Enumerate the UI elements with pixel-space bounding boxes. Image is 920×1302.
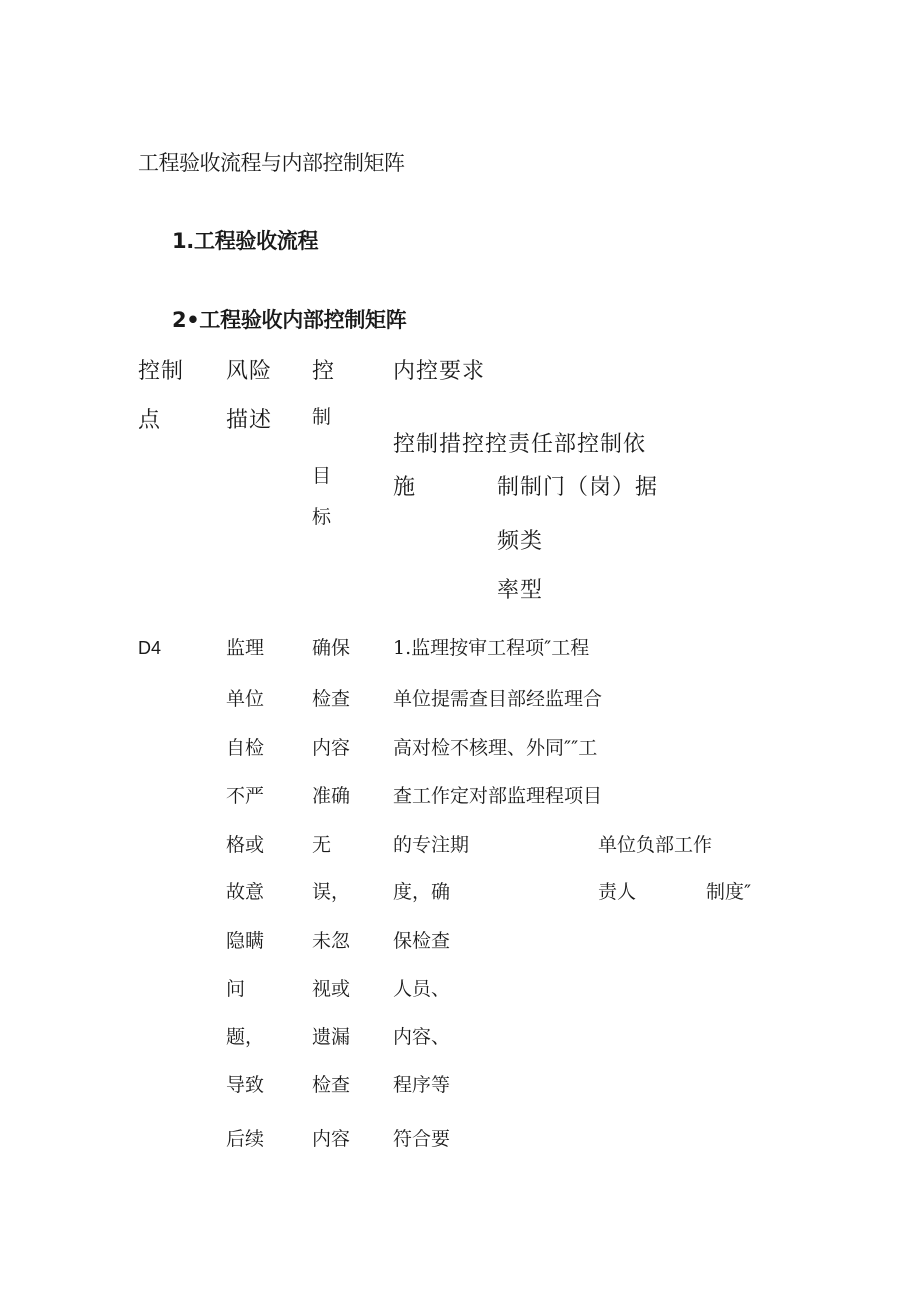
- header-risk-1: 风险: [226, 359, 273, 384]
- row-measure-line: 单位提需查目部经监理合: [393, 688, 603, 710]
- row-objective-line: 检查: [312, 688, 351, 710]
- header-subrow-4: 率型: [497, 578, 544, 603]
- header-control-point-2: 点: [138, 408, 162, 433]
- header-subrow-2b: 制制门（岗）据: [497, 475, 659, 500]
- row-objective-line: 确保: [312, 637, 351, 659]
- row-risk-line: 自检: [226, 737, 265, 759]
- row-risk-line: 问: [226, 978, 246, 1000]
- row-risk-line: 题，: [226, 1026, 265, 1048]
- row-objective-line: 误，: [312, 881, 351, 903]
- header-objective-4: 标: [312, 506, 332, 528]
- header-objective-1: 控: [312, 359, 336, 384]
- row-objective-line: 内容: [312, 1128, 351, 1150]
- document-title: 工程验收流程与内部控制矩阵: [138, 151, 405, 175]
- section-heading-2: 2•工程验收内部控制矩阵: [172, 308, 407, 332]
- row-objective-line: 未忽: [312, 930, 351, 952]
- header-subrow-2a: 施: [393, 475, 417, 500]
- row-measure-line: 的专注期: [393, 834, 470, 856]
- row-measure-line: 符合要: [393, 1128, 451, 1150]
- header-objective-3: 目: [312, 465, 332, 487]
- header-risk-2: 描述: [226, 408, 273, 433]
- row-objective-line: 无: [312, 834, 332, 856]
- row-measure-line: 查工作定对部监理程项目: [393, 785, 603, 807]
- row-objective-line: 检查: [312, 1074, 351, 1096]
- row-risk-line: 故意: [226, 881, 265, 903]
- row-measure-line: 度，确: [393, 881, 451, 903]
- row-risk-line: 监理: [226, 637, 265, 659]
- row-objective-line: 视或: [312, 978, 351, 1000]
- row-risk-line: 后续: [226, 1128, 265, 1150]
- row-objective-line: 遗漏: [312, 1026, 351, 1048]
- row-measure-line: 保检查: [393, 930, 451, 952]
- row-dept-line: 单位负部工作: [598, 834, 713, 856]
- row-measure-line: 人员、: [393, 978, 451, 1000]
- row-objective-line: 内容: [312, 737, 351, 759]
- row-measure-line: 程序等: [393, 1074, 451, 1096]
- row-measure-line: 内容、: [393, 1026, 451, 1048]
- row-dept-line: 责人: [598, 881, 637, 903]
- header-subrow-1: 控制措控控责任部控制依: [393, 432, 647, 457]
- row-measure-line: 1.监理按审工程项″工程: [393, 637, 590, 659]
- row-risk-line: 单位: [226, 688, 265, 710]
- row-risk-line: 隐瞒: [226, 930, 265, 952]
- row-risk-line: 导致: [226, 1074, 265, 1096]
- header-objective-2: 制: [312, 406, 332, 428]
- row-control-point-id: D4: [138, 638, 162, 658]
- section-heading-1: 1.工程验收流程: [172, 229, 319, 253]
- row-basis: 制度″: [706, 881, 752, 903]
- row-risk-line: 格或: [226, 834, 265, 856]
- row-risk-line: 不严: [226, 785, 265, 807]
- row-measure-line: 高对检不核理、外同″″工: [393, 737, 598, 759]
- header-control-requirements: 内控要求: [393, 359, 486, 384]
- header-control-point-1: 控制: [138, 359, 185, 384]
- row-objective-line: 准确: [312, 785, 351, 807]
- header-subrow-3: 频类: [497, 529, 544, 554]
